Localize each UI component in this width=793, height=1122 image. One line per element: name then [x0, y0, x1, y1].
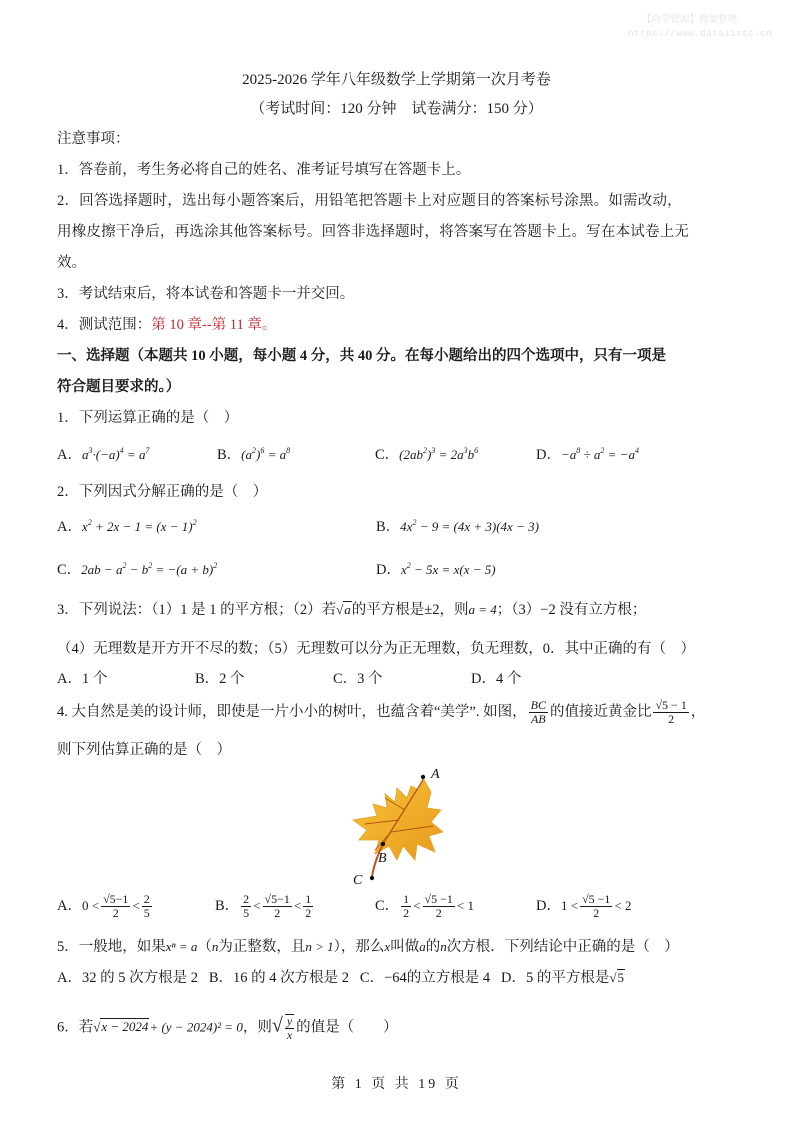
q5-option-b: B．16 的 4 次方根是 2 [208, 970, 350, 986]
scope-label: 4．测试范围： [57, 317, 152, 333]
q1-options [57, 443, 757, 463]
option-label: B． [376, 519, 401, 535]
frac-right [303, 893, 313, 920]
q2-math-d: $x^2 - 5x = x(x - 5)$ [400, 561, 496, 577]
ineq-left: 1 < [560, 897, 579, 913]
frac-den: x [286, 1028, 293, 1042]
q1-option-c [375, 443, 478, 464]
option-label: A． [57, 447, 82, 463]
point-b-label: B [378, 851, 387, 866]
page-number: 第 1 页 共 19 页 [331, 1077, 462, 1092]
q5-text: 5．一般地，如果 [57, 939, 166, 955]
q3-stem-line1 [57, 598, 646, 619]
q5-text: ），那么 [333, 939, 385, 955]
q4-option-c [375, 893, 474, 920]
frac-num: √5 − 1 [655, 698, 687, 712]
frac-left [401, 893, 411, 920]
frac-mid [263, 893, 292, 920]
sqrt-5: √5 [609, 970, 625, 985]
q3-option-d: D．4 个 [471, 671, 522, 687]
q1-option-b [217, 443, 290, 464]
note-3: 3．考试结束后，将本试卷和答题卡一并交回。 [57, 286, 355, 302]
q1-stem: 1．下列运算正确的是（ ） [57, 410, 239, 426]
maple-leaf-figure [345, 768, 455, 888]
ineq-op: < [413, 897, 421, 913]
watermark-url: https://www.datalists.cn [628, 28, 773, 39]
q1-math-b: $(a^2)^6 = a^8$ [241, 446, 291, 462]
q6-text: 6．若 [57, 1019, 94, 1036]
q3-text-a: 3．下列说法：（1）1 是 1 的平方根；（2）若 [57, 602, 337, 618]
note-2: 2．回答选择题时，选出每小题答案后，用铅笔把答题卡上对应题目的答案标号涂黑。如需改动， [57, 193, 682, 209]
q5-option-d [501, 970, 625, 986]
option-label: C． [57, 562, 82, 578]
q4-text-b: 的值接近黄金比 [549, 703, 652, 720]
frac-right [142, 893, 152, 920]
q1-math-d: $-a^8 \div a^2 = -a^4$ [560, 446, 639, 462]
fraction-bc-ab [529, 699, 548, 726]
sqrt-frac: √ [271, 1014, 283, 1037]
q5-text: 为正整数，且 [218, 939, 306, 955]
q5-options [57, 966, 625, 987]
q2-math-b: $4x^2 - 9 = (4x + 3)(4x - 3)$ [400, 518, 539, 534]
note-4 [57, 313, 276, 334]
frac-num: 2 [243, 892, 250, 906]
q2-option-b [376, 515, 539, 536]
frac-den: 2 [593, 906, 600, 920]
frac-den: 2 [112, 906, 119, 920]
q4-options [57, 893, 757, 929]
option-label: A． [57, 897, 82, 914]
var-x: x [384, 939, 391, 954]
point-a-label: A [431, 768, 440, 782]
q2-option-c [57, 558, 217, 579]
q5-text: 的 [425, 939, 441, 955]
q2-option-d [376, 558, 496, 579]
frac-den: 2 [274, 906, 281, 920]
ineq-op: < [253, 897, 261, 913]
frac-left [241, 893, 251, 920]
frac-num: √5−1 [103, 892, 129, 906]
exam-subtitle: （考试时间：120 分钟 试卷满分：150 分） [250, 101, 543, 117]
q2-math-a: $x^2 + 2x - 1 = (x - 1)^2$ [81, 518, 197, 534]
q6-eq: + (y − 2024)² = 0 [149, 1019, 243, 1035]
point-c-label: C [353, 873, 363, 888]
q5-eq: xⁿ = a [165, 939, 198, 954]
q6-text: ，则 [242, 1019, 272, 1036]
q5-option-a: A．32 的 5 次方根是 2 [57, 970, 198, 986]
note-2-cont: 用橡皮擦干净后，再选涂其他答案标号。回答非选择题时，将答案写在答题卡上。写在本试卷上无 [57, 224, 690, 240]
ineq-op: < [293, 897, 302, 913]
option-label: D． [536, 897, 561, 914]
frac-den: 5 [143, 906, 150, 920]
ineq-right: < 1 [456, 897, 474, 913]
q5-text: 次方根．下列结论中正确的是（ ） [446, 939, 679, 955]
section-heading-cont: 符合题目要求的。） [57, 379, 181, 395]
q4-option-d [536, 893, 632, 920]
q1-math-c: $(2ab^2)^3 = 2a^3b^6$ [399, 446, 479, 462]
frac-num: √5−1 [264, 892, 290, 906]
frac-mid [101, 893, 130, 920]
exam-title: 2025-2026 学年八年级数学上学期第一次月考卷 [242, 72, 551, 88]
q1-option-d [536, 443, 639, 464]
q4-stem-line1 [57, 699, 705, 726]
q4-option-b [215, 893, 315, 920]
q2-stem: 2．下列因式分解正确的是（ ） [57, 484, 268, 500]
option-label: D． [376, 562, 401, 578]
q2-option-a [57, 515, 197, 536]
q3-text-b: 的平方根是±2，则 [351, 602, 469, 618]
frac-den: 2 [668, 712, 675, 726]
ineq-left: 0 < [81, 897, 100, 913]
q3-option-a: A．1 个 [57, 671, 108, 687]
q5-text: 叫做 [390, 939, 420, 955]
sqrt-radicand: a [344, 602, 351, 617]
frac-den: AB [530, 712, 546, 726]
sqrt-expr: √x − 2024 [93, 1019, 149, 1035]
sqrt-a: √a [336, 602, 351, 617]
frac-num: 1 [403, 892, 410, 906]
maple-leaf-icon [345, 768, 455, 888]
frac-den: 2 [305, 906, 312, 920]
var-a: a [419, 939, 426, 954]
q3-stem-line2: （4）无理数是开方开不尽的数；（5）无理数可以分为正无理数，负无理数，0．其中正确的有（ ） [57, 641, 695, 657]
scope-value: 第 10 章--第 11 章。 [151, 317, 277, 333]
q6-stem [57, 1014, 398, 1042]
option-label: B． [215, 897, 240, 914]
option-label: B． [217, 447, 242, 463]
ineq-op: < [132, 897, 140, 913]
frac-num: √5 −1 [582, 892, 611, 906]
q3-option-c: C．3 个 [333, 671, 383, 687]
option-text: D．5 的平方根是 [501, 970, 610, 986]
q3-text-c: ；（3）−2 没有立方根； [496, 602, 647, 618]
frac-num: 2 [143, 892, 150, 906]
watermark-source: 【尚学资源】搜集整理: [642, 15, 740, 25]
var-n: n [211, 939, 219, 954]
watermark [628, 14, 772, 40]
frac-mid [423, 893, 455, 920]
frac-num: 1 [305, 892, 312, 906]
frac-num: √5 −1 [424, 892, 453, 906]
frac-num: y [286, 1014, 293, 1028]
q1-option-a [57, 443, 149, 464]
section-heading: 一、选择题（本题共 10 小题，每小题 4 分，共 40 分。在每小题给出的四个选项中，只有一项是 [57, 348, 666, 364]
ineq-right: < 2 [614, 897, 632, 913]
q4-text-c: ， [690, 703, 706, 720]
notes-heading: 注意事项： [57, 131, 130, 147]
option-label: C． [375, 897, 400, 914]
q3-option-b: B．2 个 [195, 671, 245, 687]
q5-option-c: C．−64的立方根是 4 [359, 970, 491, 986]
q5-cond: n > 1 [305, 939, 334, 954]
frac-den: 2 [403, 906, 410, 920]
frac-num: BC [530, 698, 546, 712]
option-label: A． [57, 519, 82, 535]
fraction-golden-ratio [653, 699, 688, 726]
q2-options [57, 515, 757, 578]
q5-stem [57, 935, 679, 956]
q6-text: 的值是（ ） [296, 1019, 398, 1036]
q5-text: （ [197, 939, 212, 955]
fraction-y-x [285, 1014, 294, 1042]
q4-text-a: 4. 大自然是美的设计师，即使是一片小小的树叶，也蕴含着“美学”. 如图， [57, 703, 527, 720]
q4-stem-line2: 则下列估算正确的是（ ） [57, 742, 231, 758]
var-n: n [440, 939, 447, 954]
frac-den: 2 [435, 906, 442, 920]
option-label: C． [375, 447, 400, 463]
q3-eq: a = 4 [468, 602, 497, 617]
frac-mid [580, 893, 612, 920]
q2-math-c: $2ab - a^2 - b^2 = -(a + b)^2$ [81, 561, 218, 577]
q3-options [57, 667, 757, 687]
q4-option-a [57, 893, 154, 920]
note-1: 1．答卷前，考生务必将自己的姓名、准考证号填写在答题卡上。 [57, 162, 471, 178]
q1-math-a: $a^3\cdot(-a)^4 = a^7$ [81, 446, 150, 462]
sqrt-radicand: 5 [617, 970, 625, 985]
note-2-end: 效。 [57, 255, 86, 271]
frac-den: 5 [243, 906, 250, 920]
option-label: D． [536, 447, 561, 463]
sqrt-radicand: x − 2024 [101, 1019, 149, 1035]
